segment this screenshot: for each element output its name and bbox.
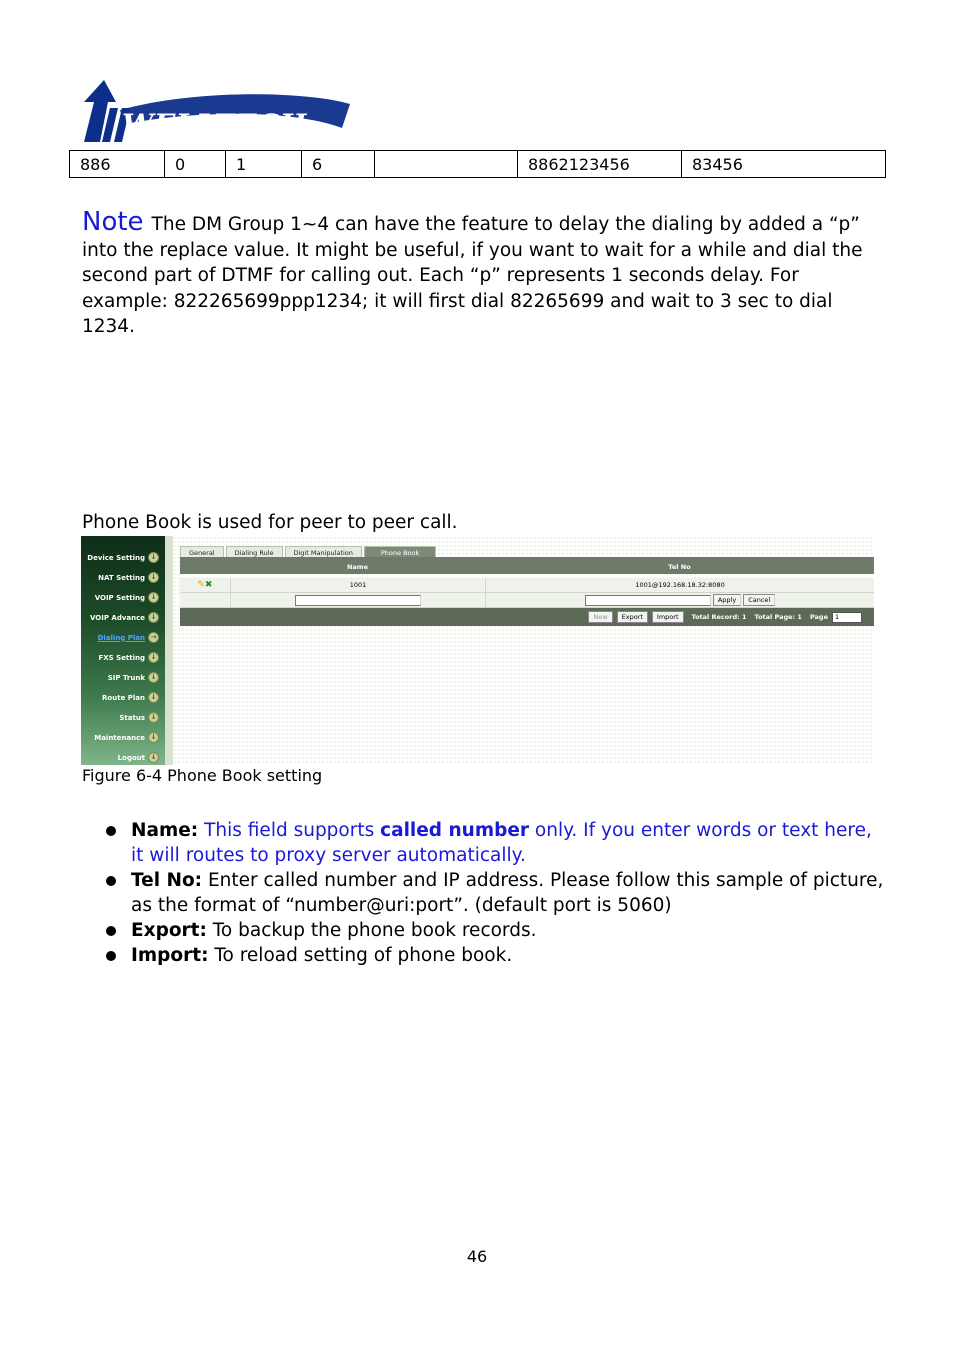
new-entry-row: [180, 593, 874, 608]
list-item: [106, 943, 886, 968]
table-cell: 886: [70, 151, 165, 178]
sidebar-item-label: VOIP Setting: [94, 593, 145, 602]
column-header-name: Name: [346, 563, 368, 571]
list-item: [106, 868, 886, 918]
phone-book-panel: [173, 536, 874, 765]
term-import: Import:: [131, 945, 209, 966]
sidebar-item-voip-setting[interactable]: [95, 592, 159, 603]
name-desc-2: only. If you enter words or text here, it will routes to proxy server automatically.: [131, 820, 872, 866]
import-button[interactable]: Import: [652, 611, 684, 623]
sidebar-item-label: FXS Setting: [98, 653, 145, 662]
note-label: Note: [82, 207, 144, 237]
sidebar-divider: [165, 536, 173, 765]
sidebar-item-maintenance[interactable]: [94, 732, 159, 743]
table-cell: 0: [165, 151, 226, 178]
sidebar-item-device-setting[interactable]: [87, 552, 159, 563]
term-name: Name:: [131, 820, 199, 841]
name-desc-1: This field supports: [204, 820, 381, 841]
chevron-down-icon: ↓: [148, 552, 159, 563]
sidebar-item-voip-advance[interactable]: [90, 612, 159, 623]
table-cell: 1: [226, 151, 302, 178]
sidebar-item-status[interactable]: [119, 712, 159, 723]
page-label: Page: [809, 613, 828, 621]
sidebar-item-label: Maintenance: [94, 733, 145, 742]
sidebar-item-label: Status: [119, 713, 145, 722]
row-tel: 1001@192.168.18.32:8080: [635, 581, 725, 589]
sidebar-item-label: Route Plan: [102, 693, 145, 702]
new-button[interactable]: New: [588, 611, 612, 623]
row-name: 1001: [231, 578, 486, 592]
phone-book-footer: [180, 608, 874, 626]
export-desc: To backup the phone book records.: [206, 920, 537, 941]
table-cell: [375, 151, 518, 178]
total-record: Total Record: 1: [691, 613, 747, 621]
chevron-down-icon: ↓: [148, 752, 159, 763]
sidebar-item-route-plan[interactable]: [102, 692, 159, 703]
table-cell: 8862123456: [518, 151, 682, 178]
sidebar-item-logout[interactable]: [118, 752, 159, 763]
tab-phone-book[interactable]: Phone Book: [364, 546, 436, 559]
sidebar-item-label: Device Setting: [87, 553, 145, 562]
sidebar-item-label: Logout: [117, 753, 145, 762]
figure-caption: Figure 6-4 Phone Book setting: [82, 766, 323, 785]
tel-input[interactable]: [585, 595, 711, 606]
table-cell: 6: [302, 151, 375, 178]
list-item: [106, 818, 886, 868]
tab-digit-manipulation[interactable]: Digit Manipulation: [285, 546, 362, 559]
chevron-down-icon: ↓: [148, 672, 159, 683]
logo-wordmark: WELLTECH: [122, 108, 307, 141]
arrow-right-icon: →: [148, 632, 159, 643]
term-export: Export:: [131, 920, 207, 941]
field-descriptions: [106, 818, 886, 968]
apply-button[interactable]: Apply: [713, 594, 741, 606]
list-item: [106, 918, 886, 943]
chevron-down-icon: ↓: [148, 652, 159, 663]
chevron-down-icon: ↓: [148, 712, 159, 723]
edit-delete-icon[interactable]: ✎ ✖: [180, 578, 231, 592]
note-paragraph: [82, 207, 874, 340]
chevron-down-icon: ↓: [148, 612, 159, 623]
chevron-down-icon: ↓: [148, 732, 159, 743]
sidebar-item-sip-trunk[interactable]: [108, 672, 159, 683]
term-tel: Tel No:: [131, 870, 203, 891]
dm-group-table: [69, 150, 886, 178]
tab-general[interactable]: General: [180, 546, 224, 559]
sidebar-item-nat-setting[interactable]: [98, 572, 159, 583]
cancel-button[interactable]: Cancel: [743, 594, 775, 606]
chevron-down-icon: ↓: [148, 592, 159, 603]
intro-text: Phone Book is used for peer to peer call.: [82, 512, 458, 533]
sidebar-item-fxs-setting[interactable]: [98, 652, 159, 663]
sidebar-item-label: VOIP Advance: [89, 613, 145, 622]
total-page: Total Page: 1: [754, 613, 802, 621]
page-input[interactable]: 1: [832, 612, 862, 623]
page-number: 46: [466, 1247, 488, 1266]
sidebar-item-label: Dialing Plan: [97, 633, 145, 642]
name-desc-bold: called number: [380, 820, 530, 841]
import-desc: To reload setting of phone book.: [208, 945, 513, 966]
export-button[interactable]: Export: [617, 611, 648, 623]
sidebar-item-dialing-plan[interactable]: [98, 632, 159, 643]
header-spacer: [180, 560, 230, 574]
table-row: [70, 151, 886, 178]
name-cell: [231, 593, 486, 607]
name-input[interactable]: [295, 595, 421, 606]
tel-cell: [486, 593, 874, 607]
row-spacer: [180, 593, 231, 607]
note-text: The DM Group 1~4 can have the feature to delay the dialing by added a “p” into the replace value. It might be useful, if you want to wait for a while and dial the second part of DTMF for calling out. Each “p” represents 1 seconds delay. For example: 822265699ppp1234; it will first dial 82265699 and wait to 3 sec to dial 1234.: [82, 214, 863, 337]
tab-dialing-rule[interactable]: Dialing Rule: [226, 546, 283, 559]
chevron-down-icon: ↓: [148, 572, 159, 583]
table-row: [180, 578, 874, 593]
phone-book-header: [180, 560, 874, 574]
table-cell: 83456: [682, 151, 886, 178]
column-header-tel: Tel No: [668, 563, 691, 571]
sidebar-item-label: NAT Setting: [98, 573, 145, 582]
phone-book-screenshot: [81, 536, 874, 765]
sidebar-item-label: SIP Trunk: [107, 673, 145, 682]
tel-desc: Enter called number and IP address. Please follow this sample of picture, as the format of “number@uri:port”. (default port is 5060): [131, 870, 884, 916]
chevron-down-icon: ↓: [148, 692, 159, 703]
sidebar: [81, 536, 165, 765]
